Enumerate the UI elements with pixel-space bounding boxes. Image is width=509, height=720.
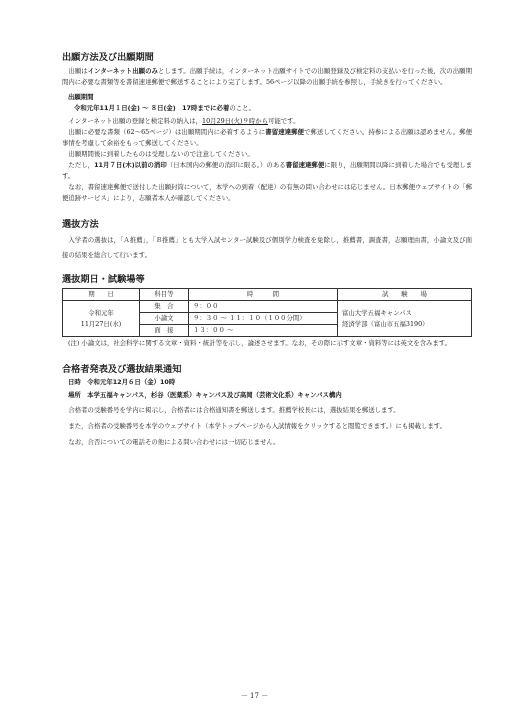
subject-cell: 面 接 [140, 325, 189, 337]
text: ただし， [68, 161, 95, 169]
section-title: 出願方法及び出願期間 [62, 52, 154, 63]
header-venue: 試 験 場 [338, 289, 472, 301]
text: とします。出願手続は，インターネット出願サイトでの出願登録及び検定料の支払いを行った後，次の出願期間内に必要な書類等を書留速達郵便で郵送することにより完了します。56ページ以降の出願手続を参照し，手続きを行ってください。 [62, 67, 472, 86]
paragraph [62, 160, 472, 182]
paragraph: また，合格者の受験番号を本学のウェブサイト（本学トップページから入試情報をクリックすると閲覧できます。）にも掲載します。 [68, 422, 447, 430]
emphasis: 書留速達郵便 [285, 161, 325, 169]
text: に限り，出願期間以降に到着した場合でも受理します。 [62, 161, 473, 180]
section-results [62, 363, 472, 449]
text: （日本国内の郵便の消印に限る。）のある [166, 161, 286, 169]
period-label: 出願期間 [68, 93, 94, 101]
paragraph: 入学者の選抜は，「Ａ推薦」，「Ｂ推薦」とも大学入試センター試験及び個別学力検査を免除し，推薦書，調査書，志願理由書，小論文及び面接の結果を総合して行います。 [62, 236, 472, 259]
section-selection-method [62, 218, 472, 263]
date-line: 令和元年 [88, 308, 114, 317]
paragraph [62, 66, 472, 88]
header-time: 時 間 [189, 289, 338, 301]
period-value [62, 103, 472, 114]
text: インターネット出願の登録と検定料の納入は， [68, 117, 203, 125]
time-cell: ９：００ [189, 301, 338, 313]
exam-date [63, 301, 140, 337]
page-number: － 17 － [240, 692, 269, 700]
header-date: 期 日 [63, 289, 140, 301]
paragraph [62, 116, 472, 127]
schedule-table [62, 288, 472, 337]
text: 出願は [68, 67, 88, 75]
results-place: 場所 本学五福キャンパス，杉谷（医薬系）キャンパス及び高岡（芸術文化系）キャンパス構内 [68, 391, 342, 399]
section-title: 選抜期日・試験場等 [62, 274, 145, 285]
text: 可能です。 [268, 117, 300, 125]
table-note: (注) 小論文は，社会科学に関する文章・資料・統計等を示し，論述させます。なお，その際に示す文章・資料等には英文を含みます。 [68, 339, 452, 347]
text: 出願に必要な書類（62～65ページ）は出願期間内に必着するように [68, 128, 266, 136]
paragraph: なお，合否についての電話その他による問い合わせには一切応じません。 [68, 438, 280, 446]
date-line: 11月27日(水) [80, 319, 122, 328]
text: のこと。 [229, 104, 255, 112]
text: で郵送してください。持参による出願は認めません。郵便事情を考慮して余裕をもって郵送してください。 [62, 128, 473, 147]
section-exam-schedule [62, 273, 472, 349]
paragraph [62, 127, 472, 149]
table-row [63, 301, 472, 313]
paragraph: なお，書留速達郵便で送付した出願封筒について，本学への到着（配達）の有無の問い合わせには応じません。日本郵便ウェブサイトの「郵便追跡サービス」により，志願者本人が確認してください。 [62, 183, 472, 202]
header-subject: 科目等 [140, 289, 189, 301]
section-title: 選抜方法 [62, 219, 99, 230]
paragraph: 出願期間後に到着したものは受理しないので注意してください。 [68, 150, 254, 158]
emphasis: 11月７日(木)以前の消印 [94, 161, 167, 169]
document-page [62, 24, 472, 449]
venue-line: 富山大学五福キャンパス [342, 308, 412, 317]
section-application [62, 51, 472, 204]
table-header-row [63, 289, 472, 301]
venue-line: 経済学部（富山市五福3190） [342, 319, 429, 328]
emphasis: 令和元年11月１日(金) ～ ８日(金) 17時までに必着 [74, 104, 230, 112]
emphasis: インターネット出願のみ [87, 67, 158, 75]
subject-cell: 小論文 [140, 313, 189, 325]
section-title: 合格者発表及び選抜結果通知 [62, 364, 182, 375]
paragraph: 合格者の受験番号を学内に掲示し，合格者には合格通知書を郵送します。推薦学校長には，選抜結果を郵送します。 [68, 406, 400, 414]
emphasis: 書留速達郵便 [265, 128, 304, 136]
venue-cell [338, 301, 472, 337]
underlined-text: 10月29日(火)９時から [202, 117, 269, 125]
subject-cell: 集 合 [140, 301, 189, 313]
time-cell: ９：３０ ～ １１：１０（１００分間） [189, 313, 338, 325]
time-cell: １３：００ ～ [189, 325, 338, 337]
results-date: 日時 令和元年12月６日（金）10時 [68, 378, 176, 386]
